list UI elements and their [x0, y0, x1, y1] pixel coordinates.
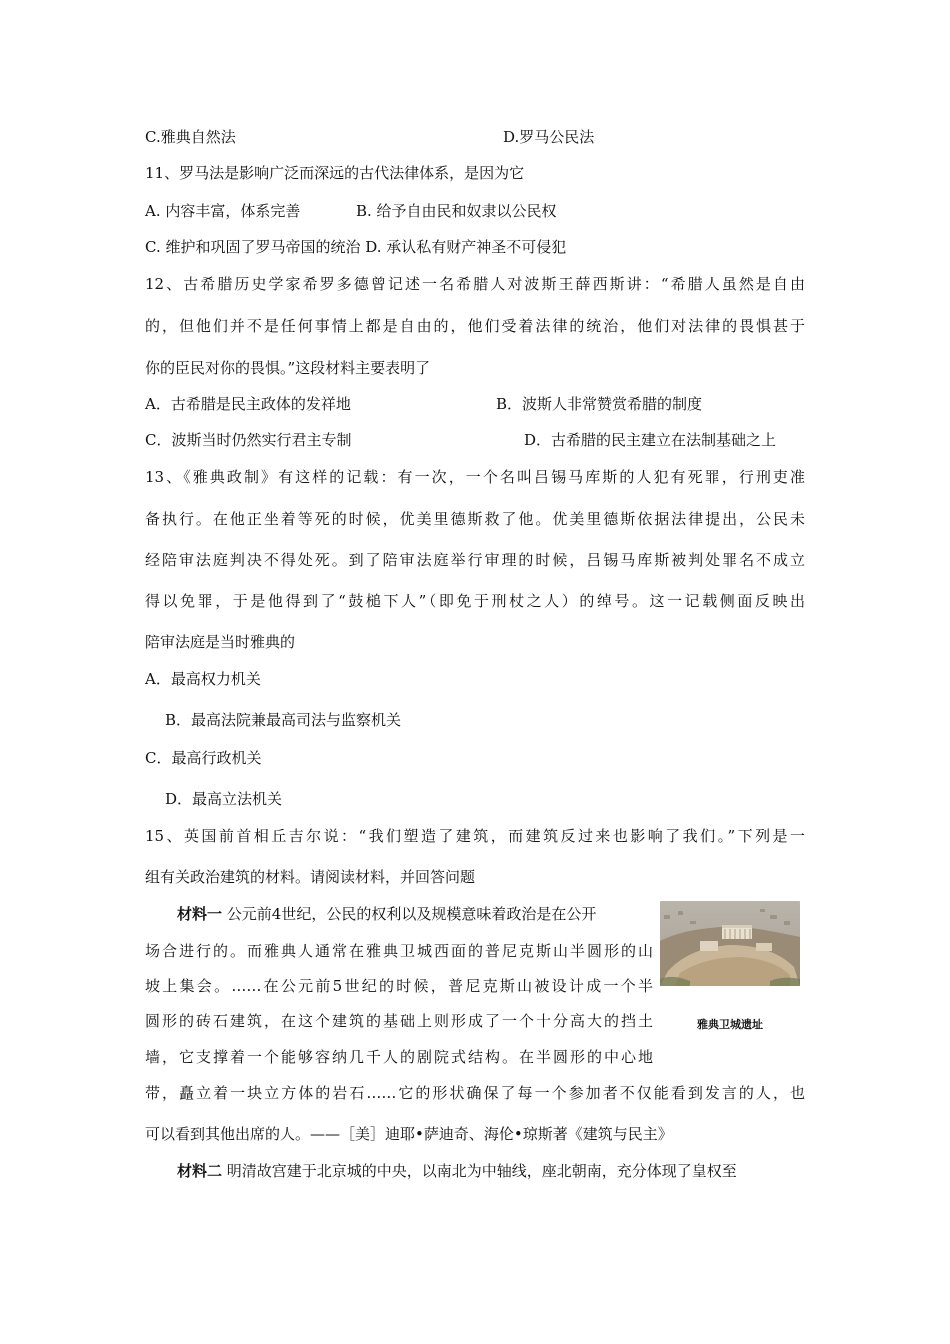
- material-1-text: 公元前4世纪，公民的权利以及规模意味着政治是在公开: [226, 905, 597, 923]
- q12-stem-line-2: 的，但他们并不是任何事情上都是自由的，他们受着法律的统治，他们对法律的畏惧甚于: [145, 317, 805, 335]
- material-2-text: 明清故宫建于北京城的中央，以南北为中轴线，座北朝南，充分体现了皇权至: [226, 1162, 737, 1180]
- q13-option-d: D．最高立法机关: [165, 790, 283, 808]
- q10-option-c: C.雅典自然法: [145, 128, 236, 146]
- photo-caption: 雅典卫城遗址: [697, 1018, 763, 1031]
- q13-option-b: B．最高法院兼最高司法与监察机关: [165, 711, 402, 729]
- q11-stem: 11、罗马法是影响广泛而深远的古代法律体系，是因为它: [145, 164, 525, 182]
- material-1-line-3: 坡上集会。……在公元前5世纪的时候，普尼克斯山被设计成一个半: [145, 977, 653, 995]
- q13-stem-line-4: 得以免罪，于是他得到了“鼓槌下人”（即免于刑杖之人）的绰号。这一记载侧面反映出: [145, 592, 805, 610]
- q12-option-d: D．古希腊的民主建立在法制基础之上: [524, 431, 777, 449]
- q12-option-b: B．波斯人非常赞赏希腊的制度: [496, 395, 703, 413]
- acropolis-ruins-photo: [660, 901, 800, 986]
- q13-option-a: A．最高权力机关: [145, 670, 261, 688]
- q13-stem-line-5: 陪审法庭是当时雅典的: [145, 633, 296, 651]
- material-1-citation: 可以看到其他出席的人。——［美］迪耶•萨迪奇、海伦•琼斯著《建筑与民主》: [145, 1125, 673, 1143]
- q15-stem-line-2: 组有关政治建筑的材料。请阅读材料，并回答问题: [145, 868, 476, 886]
- q13-stem-line-3: 经陪审法庭判决不得处死。到了陪审法庭举行审理的时候，吕锡马库斯被判处罪名不成立: [145, 551, 805, 569]
- material-2-line-1: [177, 1161, 737, 1181]
- material-1-label: 材料一: [177, 905, 223, 923]
- q11-option-cd: C. 维护和巩固了罗马帝国的统治 D. 承认私有财产神圣不可侵犯: [145, 238, 567, 256]
- material-1-line-2: 场合进行的。而雅典人通常在雅典卫城西面的普尼克斯山半圆形的山: [145, 942, 653, 960]
- q12-stem-line-1: 12、古希腊历史学家希罗多德曾记述一名希腊人对波斯王薛西斯讲：“希腊人虽然是自由: [145, 275, 805, 293]
- q15-stem-line-1: 15、英国前首相丘吉尔说：“我们塑造了建筑，而建筑反过来也影响了我们。”下列是一: [145, 827, 805, 845]
- material-1-line-4: 圆形的砖石建筑，在这个建筑的基础上则形成了一个十分高大的挡土: [145, 1012, 653, 1030]
- q10-option-d: D.罗马公民法: [503, 128, 595, 146]
- material-1-line-1: [177, 904, 596, 924]
- material-1-line-5: 墙，它支撑着一个能够容纳几千人的剧院式结构。在半圆形的中心地: [145, 1048, 653, 1066]
- q11-option-a: A. 内容丰富，体系完善: [145, 202, 301, 220]
- material-2-label: 材料二: [177, 1162, 223, 1180]
- q12-option-c: C．波斯当时仍然实行君主专制: [145, 431, 352, 449]
- material-1-line-6: 带，矗立着一块立方体的岩石……它的形状确保了每一个参加者不仅能看到发言的人，也: [145, 1084, 805, 1102]
- q13-option-c: C．最高行政机关: [145, 749, 262, 767]
- q13-stem-line-2: 备执行。在他正坐着等死的时候，优美里德斯救了他。优美里德斯依据法律提出，公民未: [145, 510, 805, 528]
- q12-option-a: A．古希腊是民主政体的发祥地: [145, 395, 351, 413]
- q12-stem-line-3: 你的臣民对你的畏惧。”这段材料主要表明了: [145, 359, 431, 377]
- q11-option-b: B. 给予自由民和奴隶以公民权: [356, 202, 557, 220]
- q13-stem-line-1: 13、《雅典政制》有这样的记载：有一次，一个名叫吕锡马库斯的人犯有死罪，行刑吏准: [145, 468, 805, 486]
